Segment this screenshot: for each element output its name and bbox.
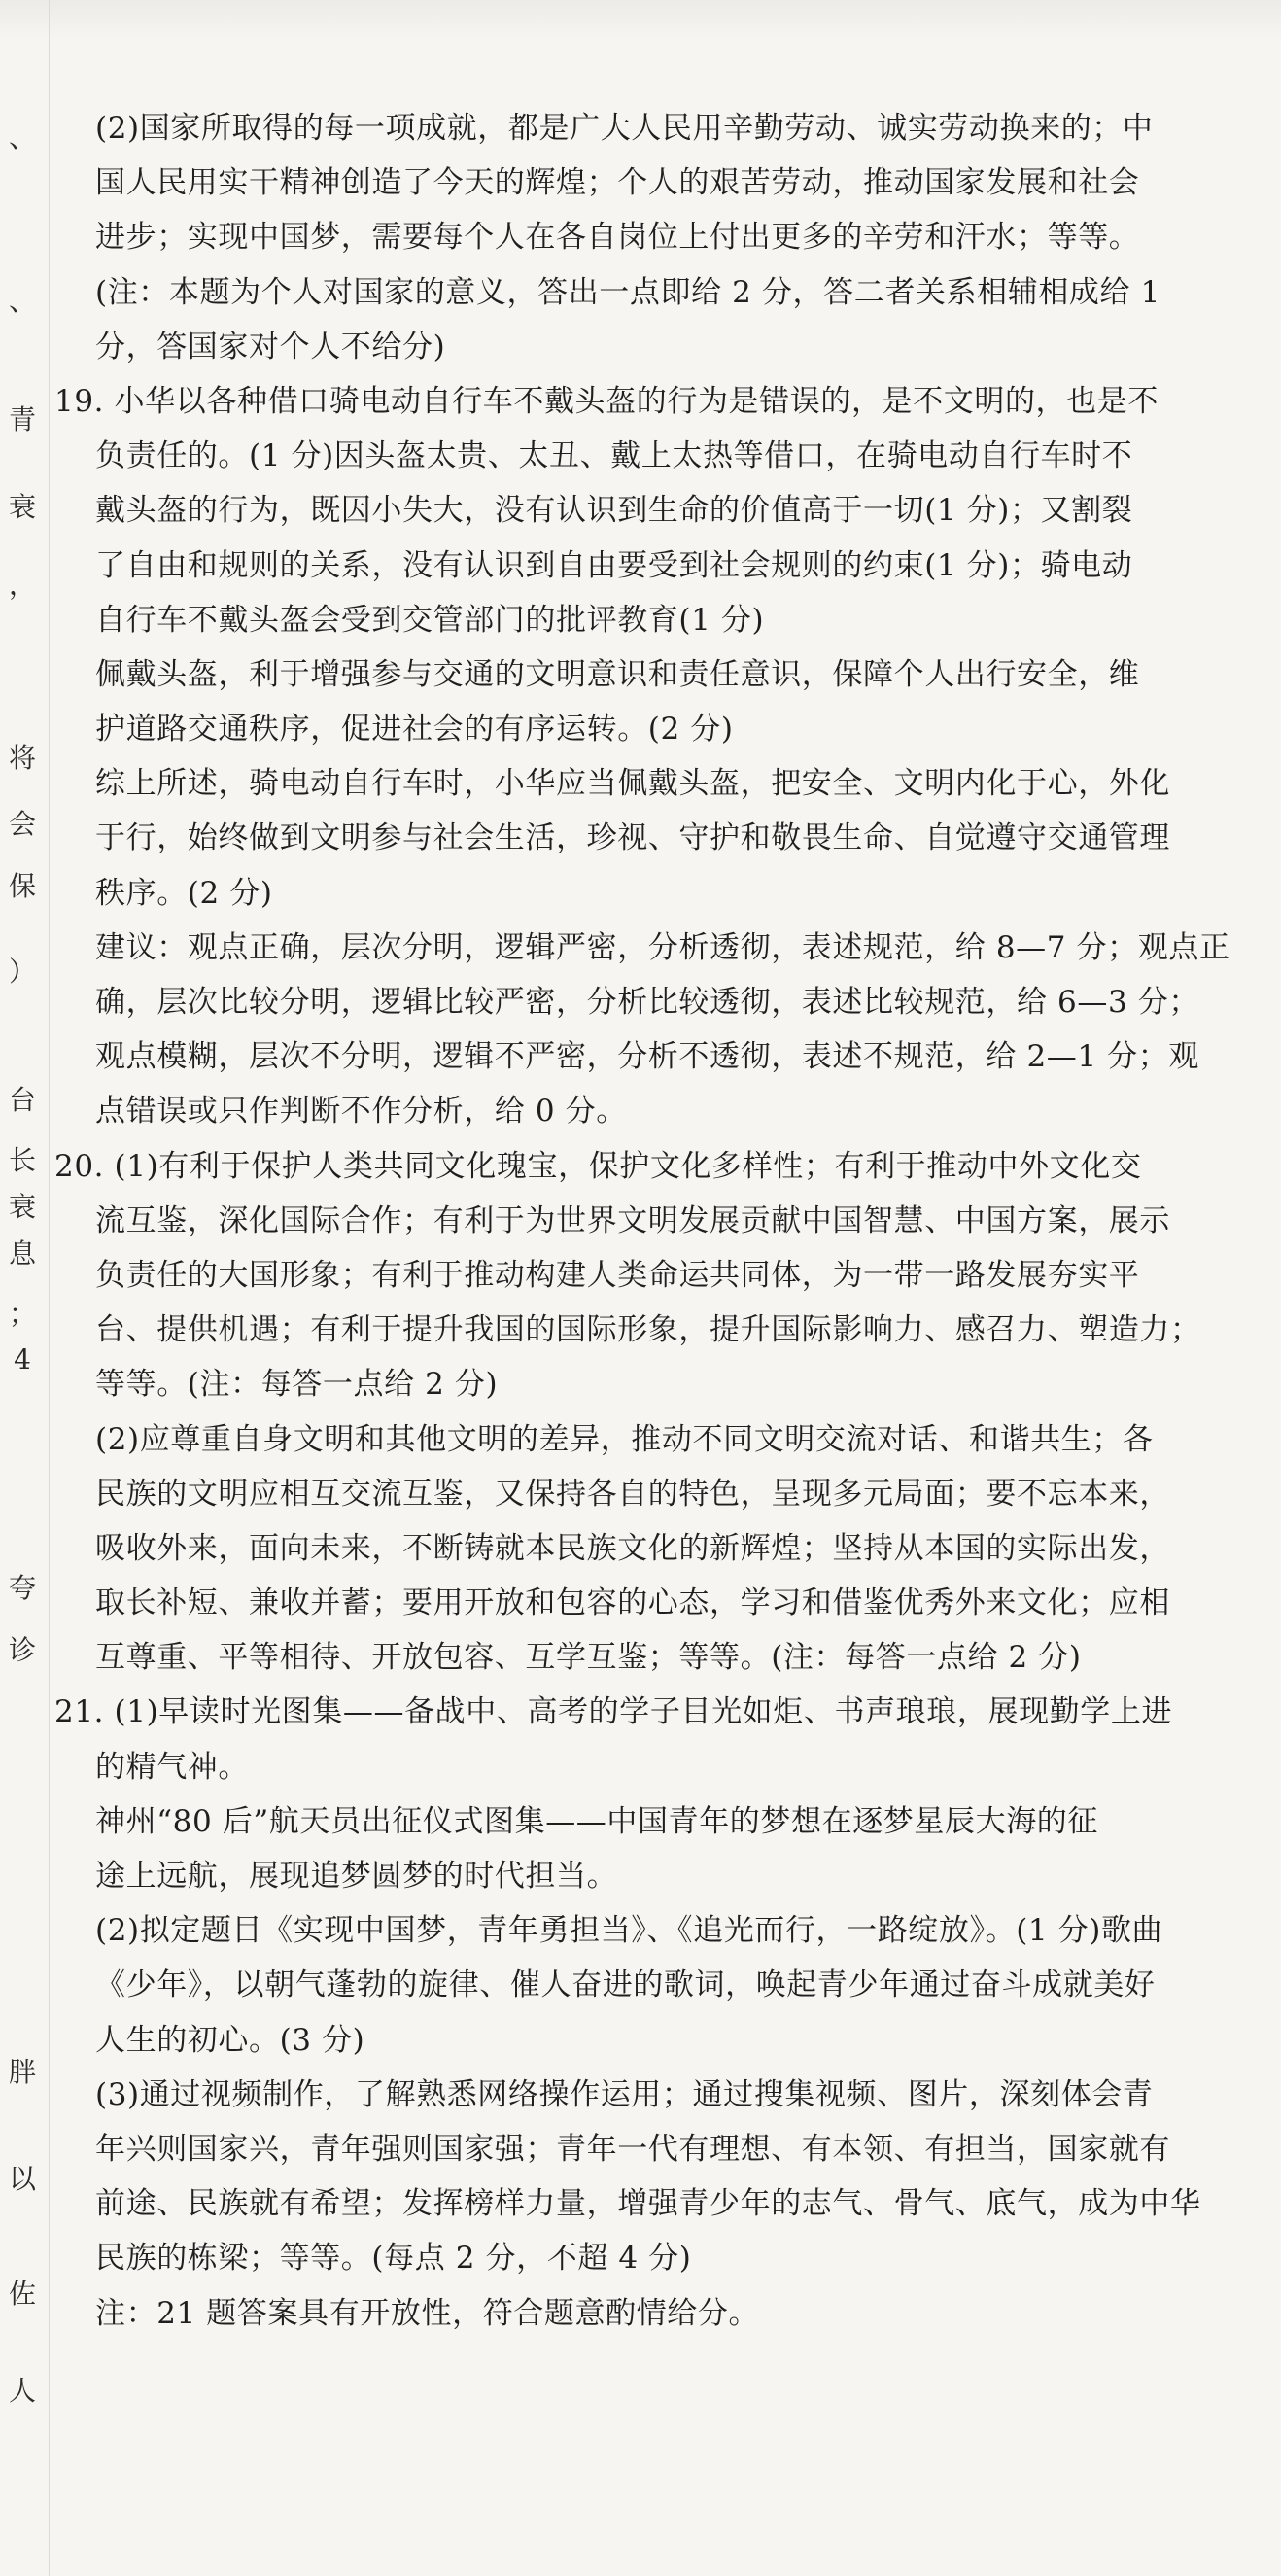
text-line: 进步；实现中国梦，需要每个人在各自岗位上付出更多的辛劳和汗水；等等。 (95, 220, 1140, 256)
text-line: 确，层次比较分明，逻辑比较严密，分析比较透彻，表述比较规范，给 6—3 分； (95, 985, 1199, 1020)
page-top-shadow (0, 0, 1281, 39)
text-line: (注：本题为个人对国家的意义，答出一点即给 2 分，答二者关系相辅相成给 1 (95, 274, 1160, 310)
text-line: 台、提供机遇；有利于提升我国的国际形象，提升国际影响力、感召力、塑造力； (95, 1312, 1201, 1348)
margin-char: 长 (8, 1144, 36, 1176)
text-line: 《少年》，以朝气蓬勃的旋律、催人奋进的歌词，唤起青少年通过奋斗成就美好 (95, 1967, 1156, 2003)
text-line: 综上所述，骑电动自行车时，小华应当佩戴头盔，把安全、文明内化于心，外化 (95, 766, 1170, 802)
text-line: 的精气神。 (95, 1749, 249, 1785)
margin-char: 胖 (8, 2056, 36, 2088)
text-line: (2)国家所取得的每一项成就，都是广大人民用辛勤劳动、诚实劳动换来的；中 (95, 111, 1154, 146)
text-line: 注：21 题答案具有开放性，符合题意酌情给分。 (95, 2295, 760, 2331)
margin-char: 会 (8, 808, 36, 840)
margin-char: 青 (8, 403, 36, 435)
text-line: 神州“80 后”航天员出征仪式图集——中国青年的梦想在逐梦星辰大海的征 (95, 1803, 1098, 1839)
margin-char: 衰 (8, 1191, 36, 1223)
margin-char: ， (8, 569, 36, 601)
text-line: 佩戴头盔，利于增强参与交通的文明意识和责任意识，保障个人出行安全，维 (95, 656, 1140, 692)
text-line: 等等。(注：每答一点给 2 分) (95, 1367, 499, 1403)
margin-char: 以 (8, 2163, 36, 2195)
text-line: 观点模糊，层次不分明，逻辑不严密，分析不透彻，表述不规范，给 2—1 分；观 (95, 1039, 1199, 1075)
question-19-start: 19. 小华以各种借口骑电动自行车不戴头盔的行为是错误的，是不文明的，也是不 (54, 383, 1159, 419)
text-line: 护道路交通秩序，促进社会的有序运转。(2 分) (95, 712, 734, 748)
margin-char: 息 (8, 1237, 36, 1270)
text-line: 年兴则国家兴，青年强则国家强；青年一代有理想、有本领、有担当，国家就有 (95, 2131, 1170, 2167)
margin-char: 夸 (8, 1572, 36, 1604)
margin-char: 台 (8, 1084, 36, 1116)
text-line: 流互鉴，深化国际合作；有利于为世界文明发展贡献中国智慧、中国方案，展示 (95, 1202, 1170, 1238)
margin-char: 将 (8, 742, 36, 774)
text-line: 民族的栋梁；等等。(每点 2 分，不超 4 分) (95, 2241, 692, 2277)
margin-char: 保 (8, 870, 36, 902)
margin-char: 诊 (8, 1634, 36, 1666)
text-line: 戴头盔的行为，既因小失大，没有认识到生命的价值高于一切(1 分)；又割裂 (95, 493, 1133, 529)
text-line: 吸收外来，面向未来，不断铸就本民族文化的新辉煌；坚持从本国的实际出发， (95, 1530, 1170, 1566)
text-line: 取长补短、兼收并蓄；要用开放和包容的心态，学习和借鉴优秀外来文化；应相 (95, 1585, 1170, 1621)
text-line: 分，答国家对个人不给分) (95, 329, 446, 365)
text-line: 秩序。(2 分) (95, 875, 273, 911)
text-line: 前途、民族就有希望；发挥榜样力量，增强青少年的志气、骨气、底气，成为中华 (95, 2186, 1201, 2222)
text-line: 自行车不戴头盔会受到交管部门的批评教育(1 分) (95, 602, 765, 638)
margin-char: 、 (8, 285, 36, 317)
text-line: (2)拟定题目《实现中国梦，青年勇担当》、《追光而行，一路绽放》。(1 分)歌曲 (95, 1913, 1163, 1949)
text-line: 互尊重、平等相待、开放包容、互学互鉴；等等。(注：每答一点给 2 分) (95, 1640, 1082, 1676)
text-line: 人生的初心。(3 分) (95, 2022, 365, 2058)
text-line: 点错误或只作判断不作分析，给 0 分。 (95, 1094, 627, 1130)
margin-char: 、 (8, 122, 36, 154)
margin-char: 佐 (8, 2278, 36, 2310)
binding-margin-rule (49, 0, 50, 2576)
binding-margin (0, 0, 45, 2576)
margin-char: ； (8, 1298, 36, 1330)
text-line: 建议：观点正确，层次分明，逻辑严密，分析透彻，表述规范，给 8—7 分；观点正 (95, 929, 1230, 965)
margin-char: 衰 (8, 491, 36, 523)
text-line: 负责任的大国形象；有利于推动构建人类命运共同体，为一带一路发展夯实平 (95, 1257, 1140, 1293)
margin-char: ） (8, 956, 36, 988)
text-line: 国人民用实干精神创造了今天的辉煌；个人的艰苦劳动，推动国家发展和社会 (95, 165, 1140, 201)
text-line: (2)应尊重自身文明和其他文明的差异，推动不同文明交流对话、和谐共生；各 (95, 1421, 1154, 1457)
question-20-start: 20. (1)有利于保护人类共同文化瑰宝，保护文化多样性；有利于推动中外文化交 (54, 1148, 1142, 1184)
question-21-start: 21. (1)早读时光图集——备战中、高考的学子目光如炬、书声琅琅，展现勤学上进 (54, 1694, 1173, 1730)
margin-char: 4 (14, 1343, 31, 1375)
margin-char: 人 (8, 2375, 36, 2407)
text-line: 了自由和规则的关系，没有认识到自由要受到社会规则的约束(1 分)；骑电动 (95, 547, 1133, 583)
text-line: 途上远航，展现追梦圆梦的时代担当。 (95, 1859, 618, 1894)
text-line: 于行，始终做到文明参与社会生活，珍视、守护和敬畏生命、自觉遵守交通管理 (95, 820, 1170, 856)
text-line: (3)通过视频制作，了解熟悉网络操作运用；通过搜集视频、图片，深刻体会青 (95, 2076, 1154, 2112)
text-line: 民族的文明应相互交流互鉴，又保持各自的特色，呈现多元局面；要不忘本来， (95, 1476, 1170, 1512)
text-line: 负责任的。(1 分)因头盔太贵、太丑、戴上太热等借口，在骑电动自行车时不 (95, 438, 1133, 474)
answer-key-text (54, 101, 1230, 2341)
